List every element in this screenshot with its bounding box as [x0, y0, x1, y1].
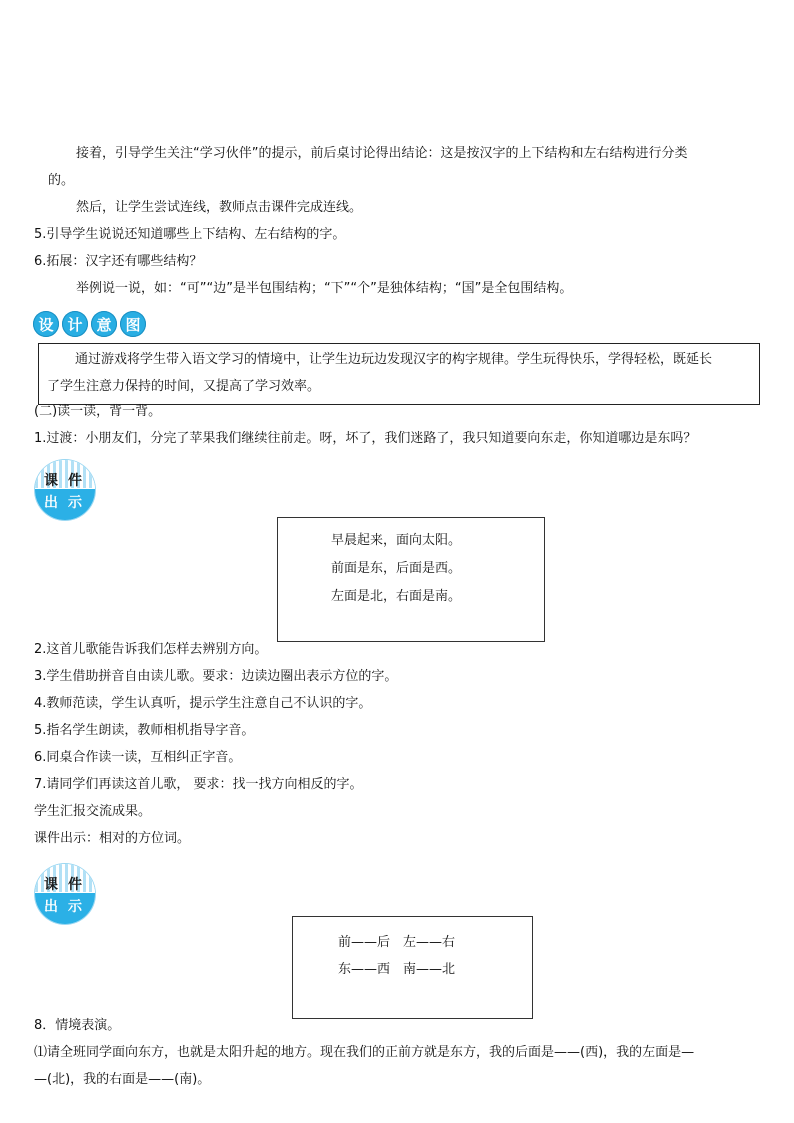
- direction-row: 东——西 南——北: [338, 962, 456, 977]
- badge-char: 计: [62, 311, 88, 337]
- badge-char: 示: [68, 495, 82, 511]
- design-intent-box: [38, 343, 760, 405]
- list-item: 3.学生借助拼音自由读儿歌。要求：边读边圈出表示方位的字。: [34, 669, 398, 684]
- direction-row: 前——后 左——右: [338, 935, 456, 950]
- badge-char: 出: [44, 495, 58, 511]
- list-item: 4.教师范读，学生认真听，提示学生注意自己不认识的字。: [34, 696, 372, 711]
- courseware-badge-icon: [35, 864, 95, 924]
- paragraph-line: 课件出示：相对的方位词。: [34, 831, 191, 846]
- poem-line: 前面是东，后面是西。: [331, 561, 462, 576]
- paragraph-line: 然后，让学生尝试连线，教师点击课件完成连线。: [76, 200, 363, 215]
- list-item: 6.同桌合作读一读，互相纠正字音。: [34, 750, 242, 765]
- paragraph-line: ⑴请全班同学面向东方，也就是太阳升起的地方。现在我们的正前方就是东方，我的后面是——(西)，我的左面是—: [34, 1045, 695, 1060]
- list-item: 5.引导学生说说还知道哪些上下结构、左右结构的字。: [34, 227, 346, 242]
- courseware-badge-icon: [35, 460, 95, 520]
- badge-char: 设: [33, 311, 59, 337]
- poem-box: [277, 517, 545, 642]
- badge-char: 图: [120, 311, 146, 337]
- paragraph-line: 的。: [48, 173, 75, 188]
- section-heading: (二)读一读，背一背。: [34, 404, 162, 419]
- paragraph-line: 学生汇报交流成果。: [34, 804, 152, 819]
- badge-char: 意: [91, 311, 117, 337]
- paragraph-line: —(北)，我的右面是——(南)。: [34, 1072, 211, 1087]
- badge-char: 课: [44, 473, 58, 489]
- section-heading: 8．情境表演。: [34, 1018, 121, 1033]
- paragraph-line: 接着，引导学生关注“学习伙伴”的提示，前后桌讨论得出结论：这是按汉字的上下结构和左右结构进行分类: [76, 146, 688, 161]
- direction-words-box: [292, 916, 533, 1019]
- poem-line: 早晨起来，面向太阳。: [331, 533, 462, 548]
- list-item: 2.这首儿歌能告诉我们怎样去辨别方向。: [34, 642, 268, 657]
- intent-line: 通过游戏将学生带入语文学习的情境中，让学生边玩边发现汉字的构字规律。学生玩得快乐，学得轻松，既延长: [75, 352, 713, 367]
- intent-line: 了学生注意力保持的时间，又提高了学习效率。: [47, 379, 321, 394]
- badge-char: 件: [68, 877, 82, 893]
- poem-line: 左面是北，右面是南。: [331, 589, 462, 604]
- paragraph-line: 举例说一说，如：“可”“边”是半包围结构；“下”“个”是独体结构；“国”是全包围结构。: [76, 281, 573, 296]
- list-item: 1.过渡：小朋友们，分完了苹果我们继续往前走。呀，坏了，我们迷路了，我只知道要向东走，你知道哪边是东吗？: [34, 431, 697, 446]
- list-item: 7.请同学们再读这首儿歌， 要求：找一找方向相反的字。: [34, 777, 363, 792]
- badge-char: 课: [44, 877, 58, 893]
- list-item: 5.指名学生朗读，教师相机指导字音。: [34, 723, 255, 738]
- badge-char: 示: [68, 899, 82, 915]
- list-item: 6.拓展：汉字还有哪些结构？: [34, 254, 203, 269]
- design-intent-badge: [33, 311, 146, 339]
- badge-char: 出: [44, 899, 58, 915]
- badge-char: 件: [68, 473, 82, 489]
